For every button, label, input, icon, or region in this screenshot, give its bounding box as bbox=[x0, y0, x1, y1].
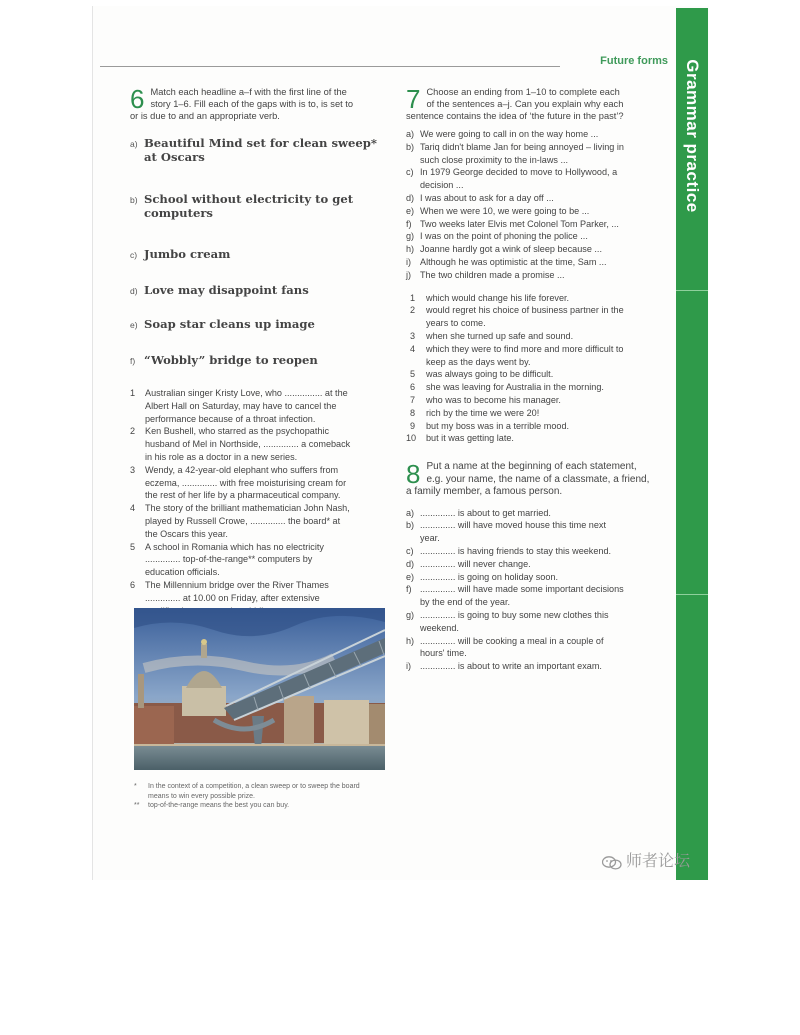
headline-text: Jumbo cream bbox=[144, 247, 231, 261]
exercise-6-instruction bbox=[130, 86, 382, 122]
ending-item bbox=[406, 407, 658, 420]
ending-item bbox=[406, 394, 658, 407]
story-item bbox=[130, 387, 382, 425]
section-title: Future forms bbox=[560, 55, 668, 67]
sentence-item bbox=[406, 141, 658, 167]
item-letter: f) bbox=[406, 218, 412, 229]
ending-item bbox=[406, 381, 658, 394]
story-number: 3 bbox=[130, 464, 136, 475]
story-line: Wendy, a 42-year-old elephant who suffers from bbox=[145, 464, 339, 475]
footnotes bbox=[134, 782, 386, 811]
item-line: I was on the point of phoning the police ... bbox=[420, 231, 588, 242]
story-line: the rest of her life by a pharmaceutical company. bbox=[145, 490, 341, 501]
ending-item bbox=[406, 292, 658, 305]
item-line: .............. is going on holiday soon. bbox=[420, 571, 559, 582]
ending-number: 8 bbox=[410, 407, 416, 418]
item-letter: a) bbox=[406, 129, 415, 139]
watermark bbox=[602, 848, 690, 871]
ending-item bbox=[406, 330, 658, 343]
ending-item bbox=[406, 420, 658, 433]
headline-letter: f) bbox=[130, 356, 136, 366]
item-letter: a) bbox=[406, 507, 415, 518]
item-letter: i) bbox=[406, 256, 412, 267]
item-letter: b) bbox=[406, 520, 415, 531]
headline-text: School without electricity to get computers bbox=[144, 192, 354, 220]
ending-line: years to come. bbox=[426, 318, 486, 329]
sentence-item bbox=[406, 166, 658, 192]
statement-item bbox=[406, 609, 658, 635]
story-item bbox=[130, 464, 382, 502]
story-line: Ken Bushell, who starred as the psychopathic bbox=[145, 426, 330, 437]
sentence-item bbox=[406, 243, 658, 256]
item-line: Joanne hardly got a wink of sleep because ... bbox=[420, 244, 602, 255]
story-number: 2 bbox=[130, 426, 136, 437]
ending-list bbox=[406, 292, 658, 446]
ending-line: keep as the days went by. bbox=[426, 356, 531, 367]
story-line: in his role as a doctor in a new series. bbox=[145, 451, 298, 462]
statement-item bbox=[406, 583, 658, 609]
ending-number: 6 bbox=[410, 382, 416, 393]
ending-number: 2 bbox=[410, 305, 416, 316]
story-item bbox=[130, 502, 382, 540]
item-letter: d) bbox=[406, 558, 415, 569]
item-line: .............. is going to buy some new clothes this bbox=[420, 610, 609, 620]
headline-letter: e) bbox=[130, 320, 138, 330]
item-line: by the end of the year. bbox=[420, 597, 510, 608]
statement-item bbox=[406, 519, 658, 545]
ending-line: when she turned up safe and sound. bbox=[426, 330, 574, 341]
item-line: Two weeks later Elvis met Colonel Tom Parker, ... bbox=[420, 218, 619, 229]
sentence-item bbox=[406, 218, 658, 231]
sentence-item bbox=[406, 256, 658, 269]
side-tab-label bbox=[676, 8, 708, 268]
statement-item bbox=[406, 571, 658, 584]
instruction-line: story 1–6. Fill each of the gaps with is to, is set to bbox=[150, 99, 354, 109]
item-line: The two children made a promise ... bbox=[420, 269, 565, 280]
headline-text: Beautiful Mind set for clean sweep* at Oscars bbox=[144, 136, 377, 164]
story-item bbox=[130, 541, 382, 579]
footnote-mark: * bbox=[134, 783, 137, 790]
headline-letter: d) bbox=[130, 286, 138, 296]
ending-item bbox=[406, 368, 658, 381]
story-number: 4 bbox=[130, 503, 136, 514]
exercise-number: 7 bbox=[406, 84, 421, 114]
item-letter: e) bbox=[406, 571, 415, 582]
ending-line: was always going to be difficult. bbox=[426, 369, 554, 380]
item-line: weekend. bbox=[420, 622, 459, 633]
sentence-item bbox=[406, 269, 658, 282]
footnote-mark: ** bbox=[134, 802, 140, 809]
story-line: The Millennium bridge over the River Thames bbox=[145, 579, 329, 590]
story-line: education officials. bbox=[145, 567, 220, 578]
ending-number: 10 bbox=[406, 433, 417, 444]
exercise-number: 6 bbox=[130, 84, 145, 114]
exercise-8 bbox=[406, 461, 658, 673]
headline-c bbox=[130, 247, 382, 261]
item-line: When we were 10, we were going to be ... bbox=[420, 205, 590, 216]
headline-text: Soap star cleans up image bbox=[144, 317, 315, 331]
story-line: played by Russell Crowe, .............. the board* at bbox=[145, 515, 341, 526]
item-line: In 1979 George decided to move to Hollywood, a bbox=[420, 167, 618, 178]
side-tab-text: Grammar practice bbox=[683, 59, 702, 213]
sentence-item bbox=[406, 205, 658, 218]
story-number: 5 bbox=[130, 541, 136, 552]
footnote-line: In the context of a competition, a clean sweep or to sweep the board bbox=[148, 783, 360, 790]
left-column bbox=[130, 86, 382, 617]
sentence-item bbox=[406, 230, 658, 243]
ending-number: 1 bbox=[410, 292, 416, 303]
item-line: I was about to ask for a day off ... bbox=[420, 192, 554, 203]
instruction-line: e.g. your name, the name of a classmate, a friend, bbox=[426, 473, 650, 485]
item-line: Although he was optimistic at the time, Sam ... bbox=[420, 256, 607, 267]
item-line: decision ... bbox=[420, 180, 464, 191]
item-letter: c) bbox=[406, 167, 414, 178]
item-letter: h) bbox=[406, 244, 415, 255]
item-letter: c) bbox=[406, 546, 414, 557]
story-line: performance because of a throat infection. bbox=[145, 413, 316, 424]
ending-line: who was to become his manager. bbox=[426, 394, 561, 405]
ending-line: she was leaving for Australia in the morning. bbox=[426, 382, 604, 393]
headline-e bbox=[130, 317, 382, 331]
item-line: .............. will be cooking a meal in a couple of bbox=[420, 635, 604, 646]
ending-line: but it was getting late. bbox=[426, 433, 514, 444]
item-line: .............. is having friends to stay this weekend. bbox=[420, 546, 612, 557]
story-line: .............. top-of-the-range** computers by bbox=[145, 554, 313, 565]
instruction-line: Match each headline a–f with the first line of the bbox=[150, 87, 347, 97]
headline-text: Love may disappoint fans bbox=[144, 283, 309, 297]
headline-f bbox=[130, 353, 382, 367]
footnote bbox=[134, 801, 386, 811]
ending-number: 4 bbox=[410, 343, 416, 354]
ending-number: 9 bbox=[410, 420, 416, 431]
item-line: Tariq didn't blame Jan for being annoyed – living in bbox=[420, 141, 624, 152]
item-line: .............. is about to write an important exam. bbox=[420, 661, 602, 672]
headline-text: “Wobbly” bridge to reopen bbox=[144, 353, 318, 367]
statement-list bbox=[406, 507, 658, 673]
ending-number: 7 bbox=[410, 394, 416, 405]
item-line: such close proximity to the in-laws ... bbox=[420, 154, 569, 165]
item-letter: g) bbox=[406, 231, 415, 242]
story-number: 6 bbox=[130, 579, 136, 590]
footnote-line: top-of-the-range means the best you can buy. bbox=[148, 802, 290, 809]
ending-number: 3 bbox=[410, 330, 416, 341]
headline-d bbox=[130, 283, 382, 297]
item-letter: j) bbox=[406, 269, 412, 280]
story-number: 1 bbox=[130, 388, 136, 398]
instruction-line: Choose an ending from 1–10 to complete each bbox=[426, 87, 620, 97]
statement-item bbox=[406, 545, 658, 558]
right-column bbox=[406, 86, 658, 673]
watermark-text: 师者论坛 bbox=[626, 851, 691, 870]
item-line: .............. will have made some important decisions bbox=[420, 584, 624, 595]
exercise-number: 8 bbox=[406, 459, 421, 490]
ending-line: would regret his choice of business partner in the bbox=[426, 305, 624, 316]
ending-item bbox=[406, 343, 658, 369]
story-line: the Oscars this year. bbox=[145, 528, 228, 539]
statement-item bbox=[406, 635, 658, 661]
item-letter: b) bbox=[406, 141, 415, 152]
story-line: A school in Romania which has no electricity bbox=[145, 541, 324, 552]
item-letter: e) bbox=[406, 205, 415, 216]
ending-number: 5 bbox=[410, 369, 416, 380]
ending-line: which they were to find more and more difficult to bbox=[426, 343, 624, 354]
statement-item bbox=[406, 558, 658, 571]
item-line: We were going to call in on the way home ... bbox=[420, 129, 599, 139]
headline-letter: a) bbox=[130, 139, 138, 149]
exercise-8-instruction bbox=[406, 461, 658, 499]
footnote bbox=[134, 782, 386, 801]
ending-item bbox=[406, 432, 658, 445]
headline-letter: b) bbox=[130, 195, 138, 205]
item-line: .............. will never change. bbox=[420, 558, 531, 569]
item-line: .............. will have moved house this time next bbox=[420, 520, 606, 531]
item-letter: d) bbox=[406, 192, 415, 203]
ending-line: which would change his life forever. bbox=[426, 292, 570, 303]
instruction-line: or is due to and an appropriate verb. bbox=[130, 111, 280, 121]
sentence-item bbox=[406, 128, 658, 141]
headline-b bbox=[130, 192, 382, 220]
instruction-line: sentence contains the idea of ‘the future in the past’? bbox=[406, 111, 624, 121]
instruction-line: of the sentences a–j. Can you explain why each bbox=[426, 99, 624, 109]
item-line: .............. is about to get married. bbox=[420, 507, 551, 518]
item-line: hours' time. bbox=[420, 648, 467, 659]
item-letter: h) bbox=[406, 635, 415, 646]
item-letter: g) bbox=[406, 610, 415, 620]
instruction-line: Put a name at the beginning of each statement, bbox=[426, 461, 637, 473]
statement-item bbox=[406, 660, 658, 673]
sentence-list bbox=[406, 128, 658, 282]
item-line: year. bbox=[420, 533, 440, 544]
story-line: eczema, .............. with free moisturising cream for bbox=[145, 477, 347, 488]
headline-letter: c) bbox=[130, 250, 138, 260]
story-line: husband of Mel in Northside, .............. a comeback bbox=[145, 439, 351, 450]
story-item bbox=[130, 425, 382, 463]
statement-item bbox=[406, 507, 658, 520]
item-letter: i) bbox=[406, 661, 412, 672]
story-line: Albert Hall on Saturday, may have to cancel the bbox=[145, 400, 337, 411]
ending-line: but my boss was in a terrible mood. bbox=[426, 420, 570, 431]
headline-a bbox=[130, 136, 382, 164]
instruction-line: a family member, a famous person. bbox=[406, 486, 563, 498]
wechat-icon bbox=[602, 855, 622, 869]
sentence-item bbox=[406, 192, 658, 205]
story-line: .............. at 10.00 on Friday, after extensive bbox=[145, 592, 320, 603]
millennium-bridge-photo bbox=[134, 608, 385, 770]
exercise-7-instruction bbox=[406, 86, 658, 122]
item-letter: f) bbox=[406, 584, 412, 595]
story-line: Australian singer Kristy Love, who ............... at the bbox=[145, 388, 348, 398]
ending-line: rich by the time we were 20! bbox=[426, 407, 540, 418]
story-list bbox=[130, 387, 382, 617]
story-line: The story of the brilliant mathematician John Nash, bbox=[145, 503, 350, 514]
ending-item bbox=[406, 304, 658, 330]
footnote-line: means to win every possible prize. bbox=[148, 792, 255, 800]
